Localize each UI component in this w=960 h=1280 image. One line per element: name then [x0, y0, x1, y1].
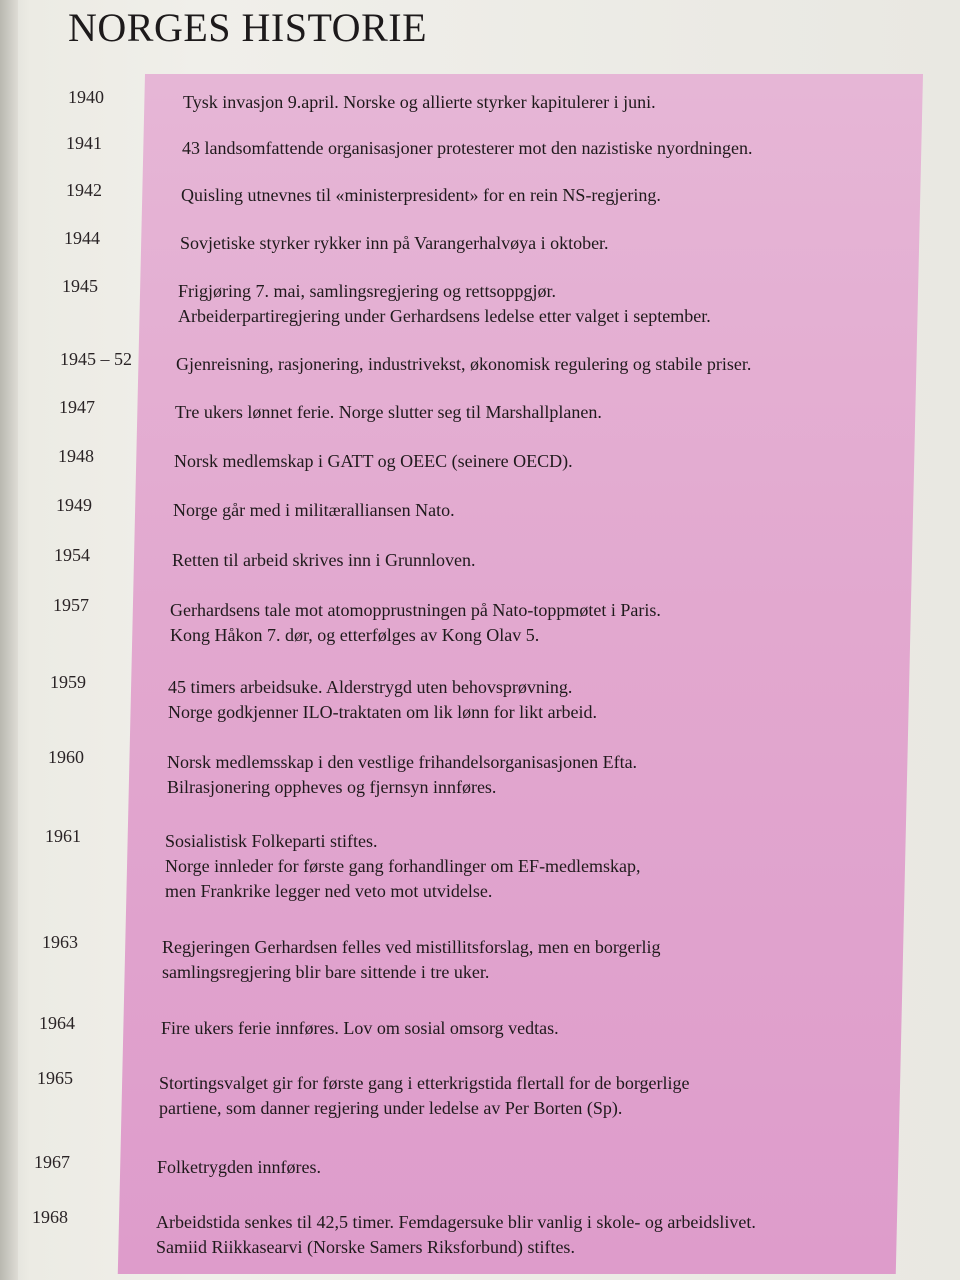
entry-year: 1965 [37, 1068, 73, 1088]
entry-text [157, 1155, 321, 1180]
entry-year: 1945 – 52 [60, 349, 132, 369]
entry-text [176, 352, 751, 377]
entry-line: Arbeiderpartiregjering under Gerhardsens ledelse etter valget i september. [178, 306, 711, 326]
entry-line: Frigjøring 7. mai, samlingsregjering og rettsoppgjør. [178, 281, 556, 301]
entry-line: Folketrygden innføres. [157, 1157, 321, 1177]
entry-line: Arbeidstida senkes til 42,5 timer. Femdagersuke blir vanlig i skole- og arbeidslivet. [156, 1212, 756, 1232]
entry-text [167, 750, 637, 800]
entry-line: Samiid Riikkasearvi (Norske Samers Riksforbund) stiftes. [156, 1237, 575, 1257]
entry-year: 1967 [34, 1152, 70, 1172]
entry-year: 1961 [45, 826, 81, 846]
entry-year: 1949 [56, 495, 92, 515]
entry-text [168, 675, 597, 725]
timeline-entry [0, 595, 960, 655]
entry-line: samlingsregjering blir bare sittende i tre uker. [162, 962, 490, 982]
entry-text [159, 1071, 690, 1121]
timeline-entry [0, 1152, 960, 1212]
entry-line: 43 landsomfattende organisasjoner protesterer mot den nazistiske nyordningen. [182, 138, 753, 158]
entry-text [183, 90, 656, 115]
entry-year: 1957 [53, 595, 89, 615]
entry-year: 1968 [32, 1207, 68, 1227]
entry-year: 1960 [48, 747, 84, 767]
entry-line: Norge går med i militæralliansen Nato. [173, 500, 455, 520]
entry-line: Norge godkjenner ILO-traktaten om lik lønn for likt arbeid. [168, 702, 598, 722]
timeline-entry [0, 932, 960, 992]
entry-line: partiene, som danner regjering under ledelse av Per Borten (Sp). [159, 1098, 623, 1118]
entry-text [165, 829, 641, 904]
timeline-entry [0, 1207, 960, 1267]
entry-year: 1947 [59, 397, 95, 417]
entry-line: Gerhardsens tale mot atomopprustningen på Nato-toppmøtet i Paris. [170, 600, 661, 620]
timeline-entry [0, 276, 960, 336]
entry-line: Tre ukers lønnet ferie. Norge slutter seg til Marshallplanen. [175, 402, 602, 422]
entry-line: men Frankrike legger ned veto mot utvidelse. [165, 881, 493, 901]
entry-year: 1945 [62, 276, 98, 296]
timeline-entry [0, 826, 960, 901]
entry-text [172, 548, 475, 573]
entry-text [173, 498, 455, 523]
entry-year: 1942 [66, 180, 102, 200]
entry-text [170, 598, 661, 648]
entry-line: Fire ukers ferie innføres. Lov om sosial omsorg vedtas. [161, 1018, 559, 1038]
entry-text [161, 1016, 559, 1041]
entry-text [180, 231, 609, 256]
entry-line: Stortingsvalget gir for første gang i etterkrigstida flertall for de borgerlige [159, 1073, 690, 1093]
timeline-entry [0, 672, 960, 732]
entry-line: Gjenreisning, rasjonering, industrivekst, økonomisk regulering og stabile priser. [176, 354, 752, 374]
entry-line: Quisling utnevnes til «ministerpresident» for en rein NS-regjering. [181, 185, 661, 205]
entry-line: Norsk medlemsskap i den vestlige frihandelsorganisasjonen Efta. [167, 752, 638, 772]
entry-year: 1948 [58, 446, 94, 466]
entry-year: 1964 [39, 1013, 75, 1033]
entry-line: Norge innleder for første gang forhandlinger om EF-medlemskap, [165, 856, 641, 876]
entry-line: Tysk invasjon 9.april. Norske og allierte styrker kapitulerer i juni. [183, 92, 656, 112]
entry-year: 1963 [42, 932, 78, 952]
entry-text [178, 279, 711, 329]
entry-line: Sosialistisk Folkeparti stiftes. [165, 831, 378, 851]
entry-line: Regjeringen Gerhardsen felles ved mistillitsforslag, men en borgerlig [162, 937, 661, 957]
timeline-entry [0, 747, 960, 807]
entry-line: Retten til arbeid skrives inn i Grunnloven. [172, 550, 476, 570]
entry-text [156, 1210, 756, 1260]
entry-text [174, 449, 573, 474]
entry-year: 1940 [68, 87, 104, 107]
entry-text [175, 400, 602, 425]
entry-line: Kong Håkon 7. dør, og etterfølges av Kong Olav 5. [170, 625, 540, 645]
entry-line: Norsk medlemskap i GATT og OEEC (seinere OECD). [174, 451, 573, 471]
entry-year: 1954 [54, 545, 90, 565]
entry-line: 45 timers arbeidsuke. Alderstrygd uten behovsprøvning. [168, 677, 573, 697]
timeline-entry [0, 1068, 960, 1128]
entry-text [182, 136, 753, 161]
entry-line: Bilrasjonering oppheves og fjernsyn innføres. [167, 777, 497, 797]
entry-text [181, 183, 661, 208]
entry-text [162, 935, 661, 985]
entry-year: 1944 [64, 228, 100, 248]
timeline-entry [0, 1013, 960, 1073]
entry-year: 1941 [66, 133, 102, 153]
entry-line: Sovjetiske styrker rykker inn på Varangerhalvøya i oktober. [180, 233, 609, 253]
page-title: NORGES HISTORIE [68, 5, 428, 50]
entry-year: 1959 [50, 672, 86, 692]
